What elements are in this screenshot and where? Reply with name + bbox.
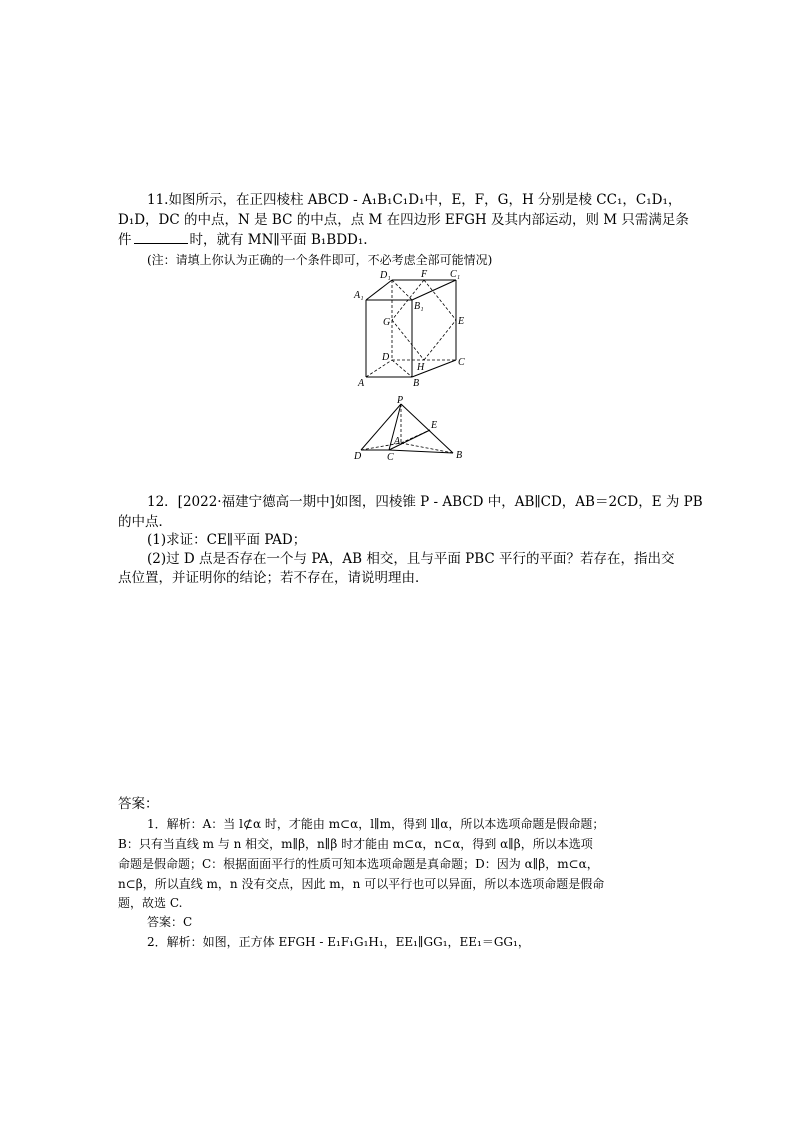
answer1-line1: 1．解析：A：当 l⊄α 时，才能由 m⊂α，l∥m，得到 l∥α，所以本选项命题是假命题；: [147, 817, 605, 831]
label-g: G: [383, 317, 391, 328]
q11-note: (注：请填上你认为正确的一个条件即可，不必考虑全部可能情况): [147, 253, 493, 267]
q11-line3-suffix: 时，就有 MN∥平面 B₁BDD₁.: [189, 232, 368, 248]
label-e2: E: [431, 420, 438, 431]
answer1-line3: 命题是假命题；C：根据面面平行的性质可知本选项命题是真命题；D：因为 α∥β，m⊂α，: [118, 857, 599, 871]
label-c2: C: [387, 452, 394, 460]
label-b1: B₁: [414, 301, 424, 312]
label-d1: D₁: [380, 270, 391, 281]
label-p: P: [397, 395, 404, 406]
edge-he: [424, 320, 456, 360]
edge-d1b1: [392, 280, 412, 300]
label-e: E: [458, 316, 465, 327]
q11-line3-prefix: 件: [118, 232, 132, 248]
q12-part1: (1)求证：CE∥平面 PAD；: [147, 532, 307, 548]
q12-line1: 12．[2022·福建宁德高一期中]如图，四棱锥 P - ABCD 中，AB∥CD，AB＝2CD，E 为 PB: [147, 494, 703, 510]
label-h: H: [417, 362, 425, 373]
label-a: A: [358, 378, 365, 389]
edge-cb: [389, 450, 453, 453]
q12-part2-line2: 点位置，并证明你的结论；若不存在，请说明理由．: [118, 570, 429, 586]
pyramid-figure: [350, 395, 475, 460]
edge-fe: [424, 280, 456, 320]
edge-pb: [401, 404, 453, 453]
q11-line2: D₁D，DC 的中点，N 是 BC 的中点，点 M 在四边形 EFGH 及其内部运动，则 M 只需满足条: [118, 212, 689, 228]
q11-line3: [118, 230, 368, 250]
edge-a1d1: [366, 280, 392, 300]
edge-b1c1: [412, 280, 456, 300]
label-c1: C₁: [450, 269, 461, 280]
label-d: D: [382, 352, 390, 363]
label-c: C: [458, 357, 465, 368]
label-a1: A₁: [354, 290, 364, 301]
q12-part2-line1: (2)过 D 点是否存在一个与 PA，AB 相交，且与平面 PBC 平行的平面？若存在，指出交: [147, 551, 675, 567]
label-f: F: [421, 269, 428, 280]
q11-line1: 11.如图所示，在正四棱柱 ABCD - A₁B₁C₁D₁中，E，F，G，H 分别是棱 CC₁，C₁D₁，: [147, 192, 682, 208]
edge-db: [392, 360, 412, 377]
prism-figure: [350, 265, 470, 390]
label-d2: D: [354, 451, 362, 460]
label-b2: B: [456, 450, 463, 460]
answer1-line5: 题，故选 C.: [118, 896, 183, 910]
answer1-line4: n⊂β，所以直线 m，n 没有交点，因此 m，n 可以平行也可以异面，所以本选项命题是假命: [118, 877, 605, 891]
label-a2: A: [394, 436, 401, 447]
edge-gh: [392, 320, 424, 360]
answer1-result: 答案：C: [147, 915, 193, 929]
edge-ae-hidden: [401, 430, 430, 443]
answer2-line1: 2．解析：如图，正方体 EFGH - E₁F₁G₁H₁，EE₁∥GG₁，EE₁＝GG₁，: [147, 935, 530, 949]
answer-blank: [134, 231, 188, 244]
answer1-line2: B：只有当直线 m 与 n 相交，m∥β，n∥β 时才能由 m⊂α，n⊂α，得到 α∥β，所以本选项: [118, 837, 593, 851]
answers-heading: 答案：: [118, 796, 159, 812]
q12-line2: 的中点．: [118, 514, 172, 530]
label-b: B: [413, 378, 420, 389]
